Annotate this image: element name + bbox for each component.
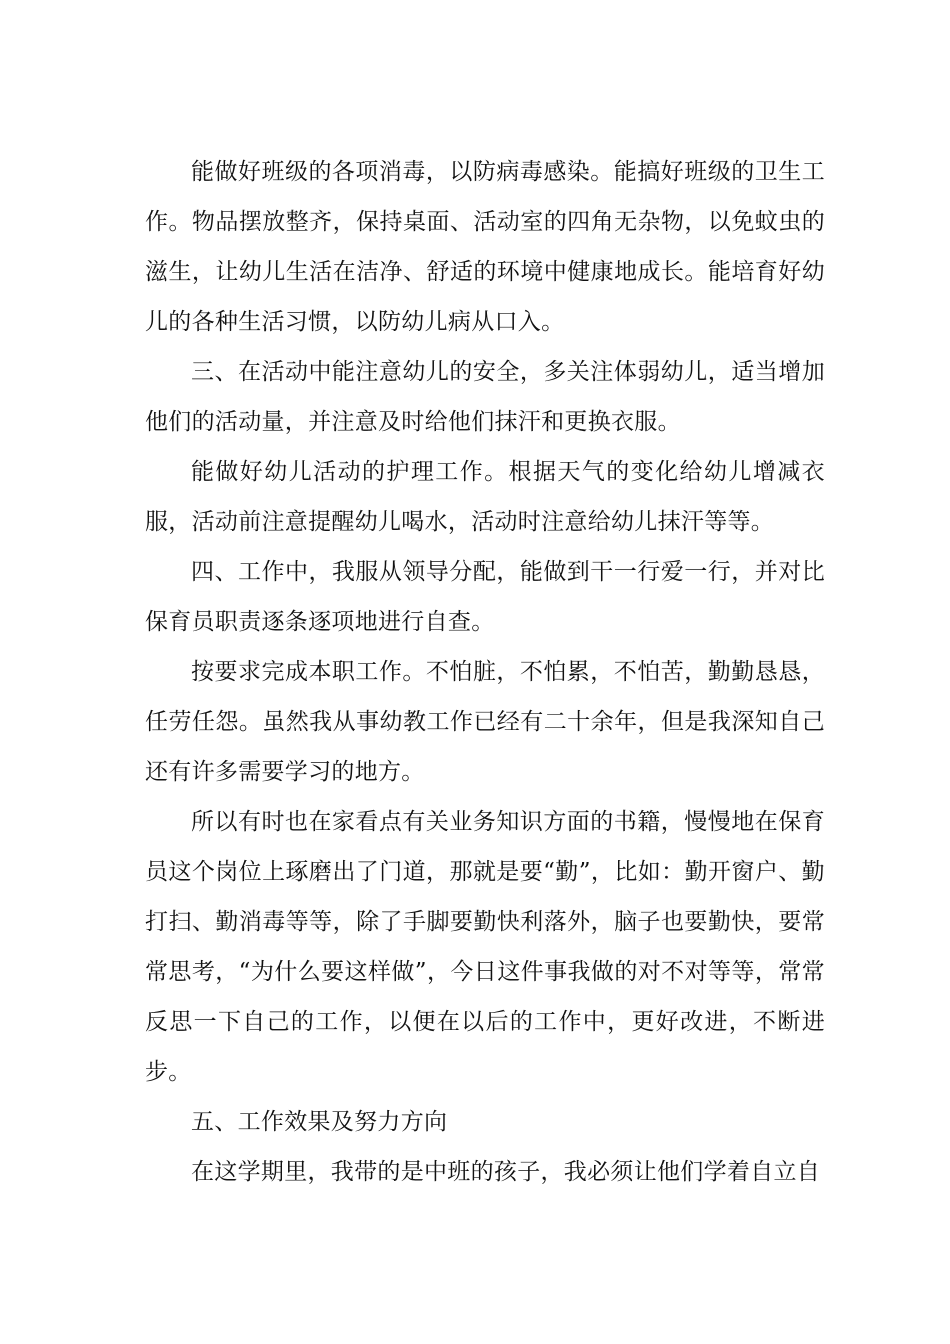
paragraph-activity-care: 能做好幼儿活动的护理工作。根据天气的变化给幼儿增减衣服，活动前注意提醒幼儿喝水，活动时注意给幼儿抹汗等等。 xyxy=(145,459,825,535)
document-body xyxy=(145,147,825,1197)
paragraph-diligence: 所以有时也在家看点有关业务知识方面的书籍，慢慢地在保育员这个岗位上琢磨出了门道，那就是要“勤”，比如：勤开窗户、勤打扫、勤消毒等等，除了手脚要勤快利落外，脑子也要勤快，要常常思考，“为什么要这样做”，今日这件事我做的对不对等等，常常反思一下自己的工作，以便在以后的工作中，更好改进，不断进步。 xyxy=(145,809,825,1085)
paragraph-semester: 在这学期里，我带的是中班的孩子，我必须让他们学着自立自 xyxy=(191,1159,821,1185)
paragraph-duties: 按要求完成本职工作。不怕脏，不怕累，不怕苦，勤勤恳恳，任劳任怨。虽然我从事幼教工作已经有二十余年，但是我深知自己还有许多需要学习的地方。 xyxy=(145,659,825,785)
paragraph-section-three: 三、在活动中能注意幼儿的安全，多关注体弱幼儿，适当增加他们的活动量，并注意及时给他们抹汗和更换衣服。 xyxy=(145,359,825,435)
paragraph-section-five-heading: 五、工作效果及努力方向 xyxy=(191,1109,448,1135)
paragraph-disinfection: 能做好班级的各项消毒，以防病毒感染。能搞好班级的卫生工作。物品摆放整齐，保持桌面、活动室的四角无杂物，以免蚊虫的滋生，让幼儿生活在洁净、舒适的环境中健康地成长。能培育好幼儿的各种生活习惯，以防幼儿病从口入。 xyxy=(145,159,825,335)
paragraph-section-four: 四、工作中，我服从领导分配，能做到干一行爱一行，并对比保育员职责逐条逐项地进行自查。 xyxy=(145,559,825,635)
